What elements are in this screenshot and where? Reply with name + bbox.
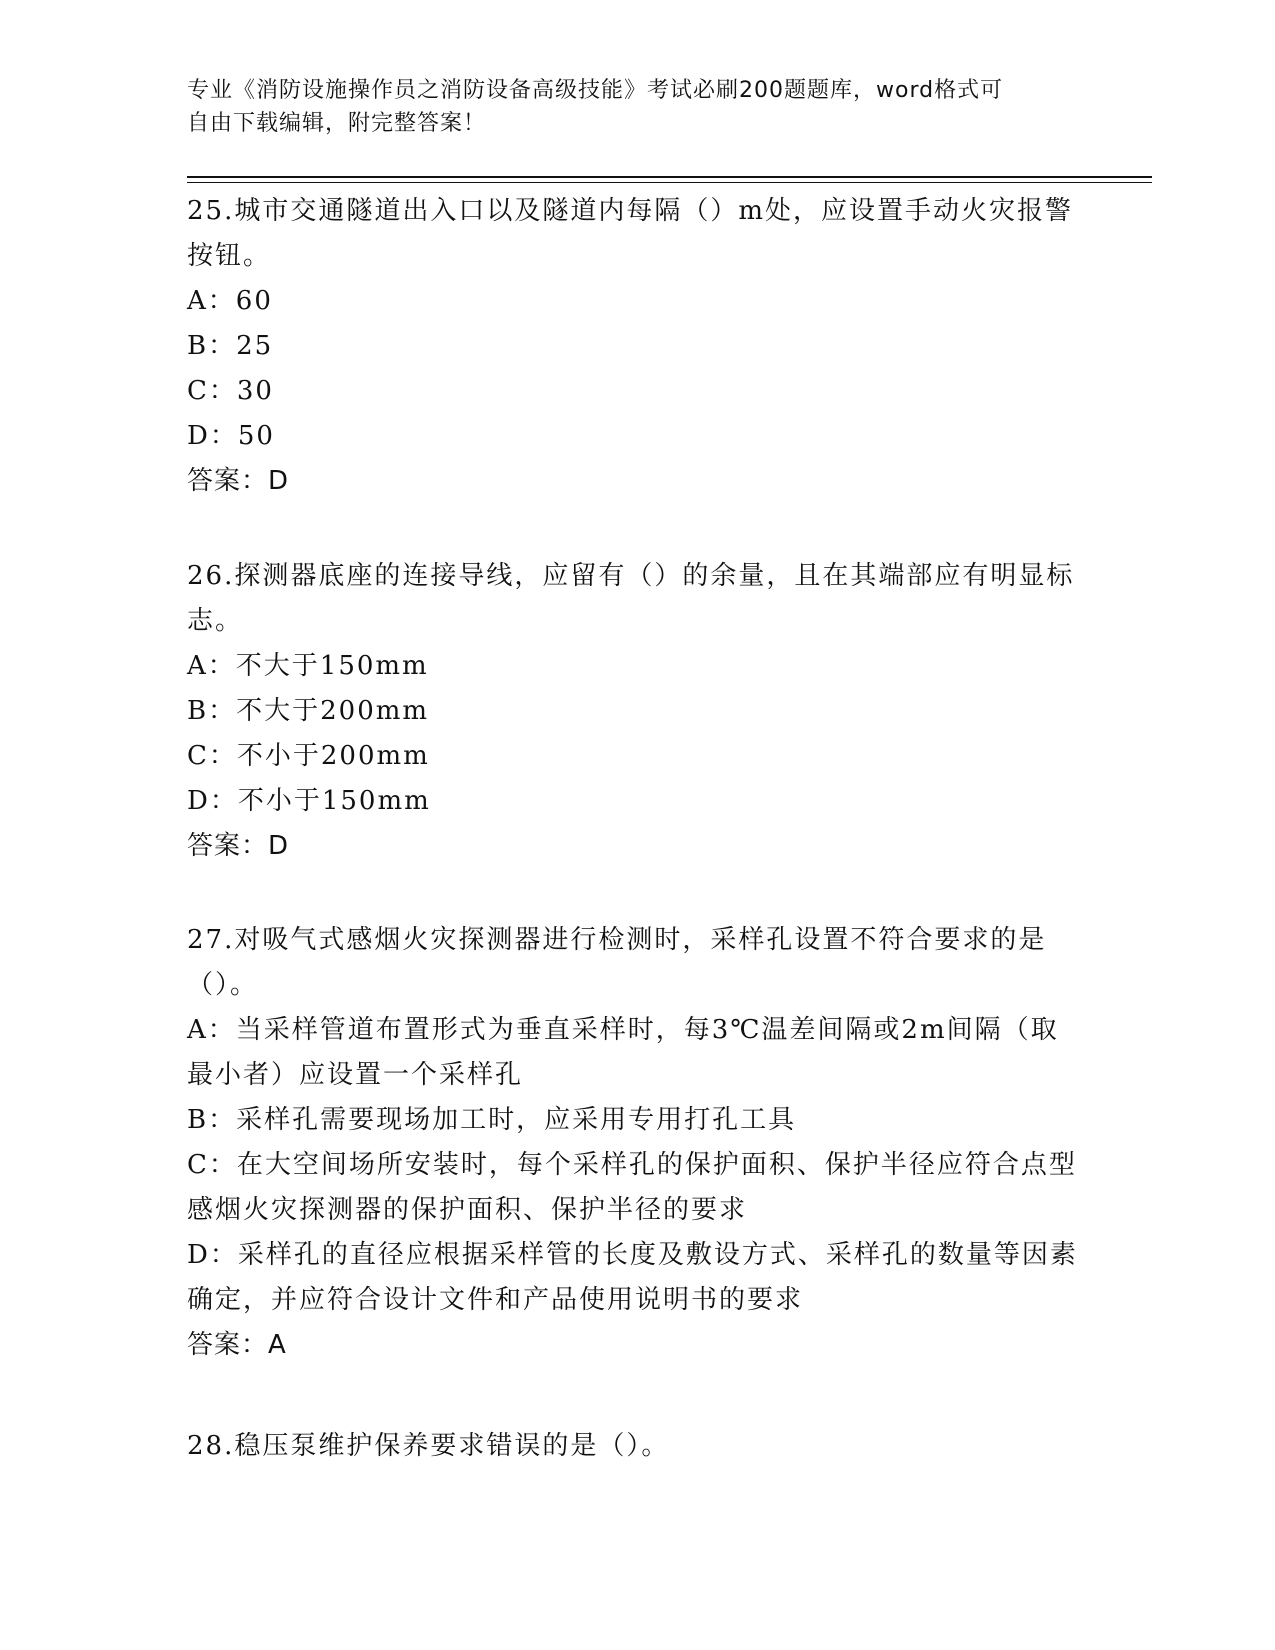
option-a: A：不大于150mm (187, 651, 429, 681)
option-c: C：在大空间场所安装时，每个采样孔的保护面积、保护半径应符合点型感烟火灾探测器的保护面积、保护半径的要求 (187, 1150, 1077, 1225)
question-25 (187, 189, 1082, 504)
answer: 答案：D (187, 466, 290, 496)
option-d: D：采样孔的直径应根据采样管的长度及敷设方式、采样孔的数量等因素确定，并应符合设计文件和产品使用说明书的要求 (187, 1240, 1078, 1315)
option-b: B：采样孔需要现场加工时，应采用专用打孔工具 (187, 1105, 797, 1135)
header-line-2: 自由下载编辑，附完整答案！ (187, 111, 487, 136)
question-27 (187, 918, 1082, 1368)
answer: 答案：A (187, 1330, 287, 1360)
question-text: 28.稳压泵维护保养要求错误的是（）。 (187, 1431, 670, 1461)
option-a: A：60 (187, 286, 273, 316)
option-b: B：不大于200mm (187, 696, 430, 726)
header-line-1: 专业《消防设施操作员之消防设备高级技能》考试必刷200题题库，word格式可 (187, 78, 1004, 103)
header-divider-thin (187, 182, 1152, 183)
header-divider-thick (187, 176, 1152, 178)
option-c: C：不小于200mm (187, 741, 430, 771)
option-d: D：不小于150mm (187, 786, 431, 816)
option-a: A：当采样管道布置形式为垂直采样时，每3℃温差间隔或2m间隔（取最小者）应设置一个采样孔 (187, 1015, 1059, 1090)
question-text: 27.对吸气式感烟火灾探测器进行检测时，采样孔设置不符合要求的是（）。 (187, 925, 1047, 1000)
answer: 答案：D (187, 831, 290, 861)
document-header (187, 74, 1067, 140)
question-28 (187, 1424, 1082, 1469)
option-b: B：25 (187, 331, 274, 361)
option-c: C：30 (187, 376, 274, 406)
question-text: 26.探测器底座的连接导线，应留有（）的余量，且在其端部应有明显标志。 (187, 561, 1075, 636)
option-d: D：50 (187, 421, 275, 451)
question-26 (187, 554, 1082, 869)
question-text: 25.城市交通隧道出入口以及隧道内每隔（）m处，应设置手动火灾报警按钮。 (187, 196, 1074, 271)
